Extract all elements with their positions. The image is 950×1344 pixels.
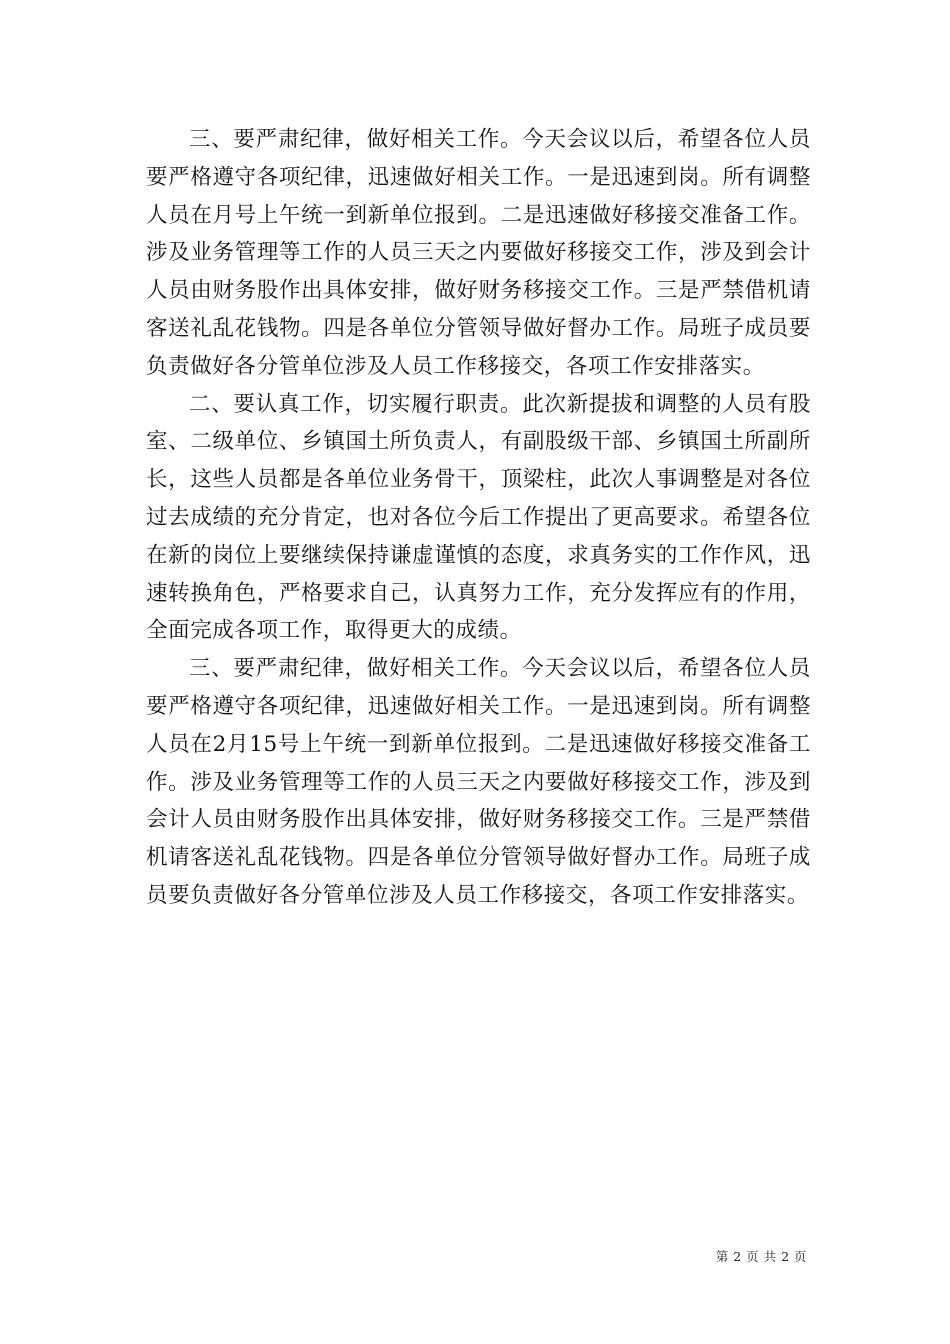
- paragraph-discipline-1: 三、要严肃纪律，做好相关工作。今天会议以后，希望各位人员要严格遵守各项纪律，迅速做好相关工作。一是迅速到岗。所有调整人员在月号上午统一到新单位报到。二是迅速做好移接交准备工作。涉及业务管理等工作的人员三天之内要做好移接交工作，涉及到会计人员由财务股作出具体安排，做好财务移接交工作。三是严禁借机请客送礼乱花钱物。四是各单位分管领导做好督办工作。局班子成员要负责做好各分管单位涉及人员工作移接交，各项工作安排落实。: [146, 127, 811, 379]
- page-number-footer: 第 2 页 共 2 页: [715, 1249, 807, 1264]
- paragraph-duties: 二、要认真工作，切实履行职责。此次新提拔和调整的人员有股室、二级单位、乡镇国土所负责人，有副股级干部、乡镇国土所副所长，这些人员都是各单位业务骨干，顶梁柱，此次人事调整是对各位过去成绩的充分肯定，也对各位今后工作提出了更高要求。希望各位在新的岗位上要继续保持谦虚谨慎的态度，求真务实的工作作风，迅速转换角色，严格要求自己，认真努力工作，充分发挥应有的作用，全面完成各项工作，取得更大的成绩。: [146, 391, 811, 644]
- paragraph-discipline-2: 三、要严肃纪律，做好相关工作。今天会议以后，希望各位人员要严格遵守各项纪律，迅速做好相关工作。一是迅速到岗。所有调整人员在2月15号上午统一到新单位报到。二是迅速做好移接交准备工作。涉及业务管理等工作的人员三天之内要做好移接交工作，涉及到会计人员由财务股作出具体安排，做好财务移接交工作。三是严禁借机请客送礼乱花钱物。四是各单位分管领导做好督办工作。局班子成员要负责做好各分管单位涉及人员工作移接交，各项工作安排落实。: [146, 656, 811, 908]
- document-body: [146, 121, 811, 915]
